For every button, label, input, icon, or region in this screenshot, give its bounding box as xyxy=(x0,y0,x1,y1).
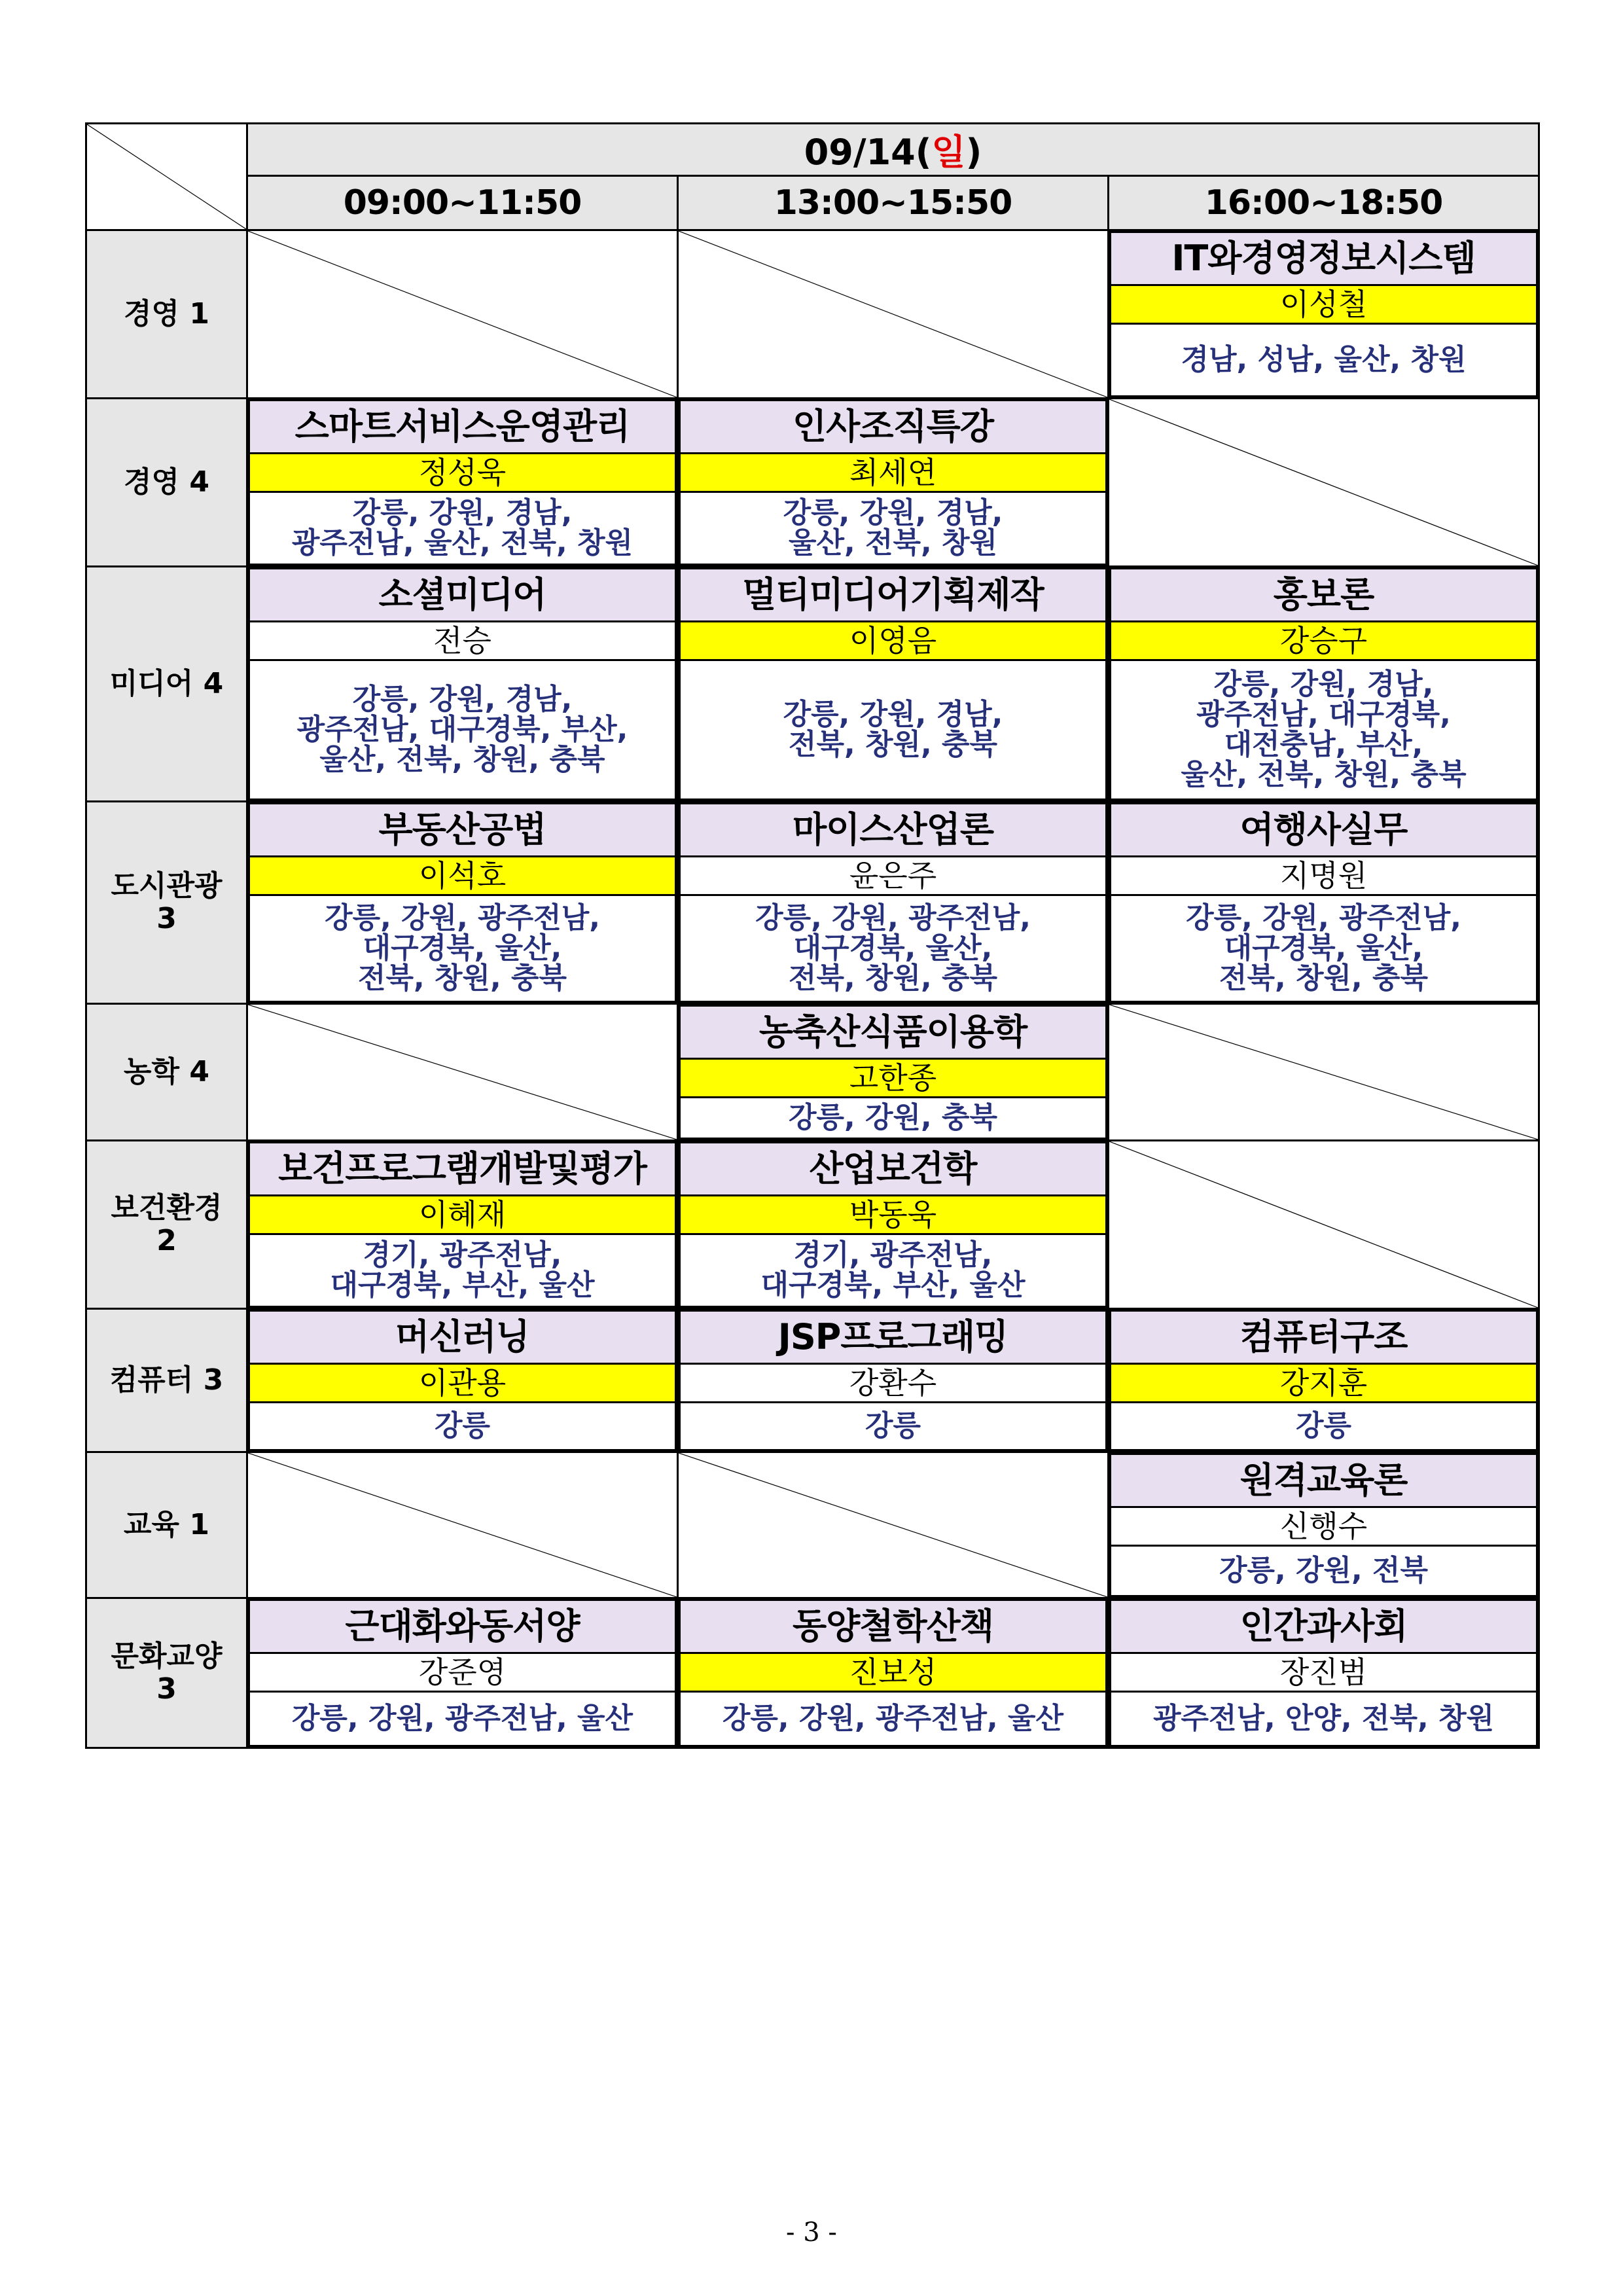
professor-name: 최세연 xyxy=(680,454,1107,492)
time-slot-3: 16:00~18:50 xyxy=(1109,176,1539,230)
course-title: 농축산식품이용학 xyxy=(680,1006,1107,1059)
schedule-row xyxy=(86,399,1539,567)
course-title: 근대화와동서양 xyxy=(249,1600,676,1653)
schedule-row xyxy=(86,1309,1539,1452)
page-number: - 3 - xyxy=(786,2217,837,2248)
course-cell xyxy=(1109,230,1539,399)
schedule-row xyxy=(86,1452,1539,1598)
exam-regions xyxy=(1111,1692,1537,1746)
department-label-line: 농학 4 xyxy=(124,1055,209,1088)
empty-slot-cell xyxy=(1109,399,1539,567)
course-cell xyxy=(1109,1309,1539,1452)
corner-cell xyxy=(86,124,247,230)
course-title: 보건프로그램개발및평가 xyxy=(249,1143,676,1196)
department-label xyxy=(86,230,247,399)
professor-name: 신행수 xyxy=(1111,1507,1537,1546)
exam-schedule-table xyxy=(85,122,1540,1749)
exam-regions xyxy=(680,1234,1107,1307)
course-cell xyxy=(247,1598,678,1748)
region-line: 대구경북, 부산, 울산 xyxy=(760,1268,1026,1302)
department-label-line: 도시관광 xyxy=(111,869,223,903)
course-title: 마이스산업론 xyxy=(680,804,1107,857)
region-line: 강릉, 강원, 경남, xyxy=(783,698,1003,731)
course-cell xyxy=(1109,802,1539,1004)
region-line: 경기, 광주전남, xyxy=(363,1238,562,1272)
course-cell xyxy=(247,1309,678,1452)
exam-regions xyxy=(680,1692,1107,1746)
region-line: 울산, 전북, 창원, 충북 xyxy=(319,743,605,776)
region-line: 전북, 창원, 충북 xyxy=(357,961,567,995)
course-title: 부동산공법 xyxy=(249,804,676,857)
professor-name: 강승구 xyxy=(1111,622,1537,660)
day-of-week: 일 xyxy=(931,132,966,173)
region-line: 강릉 xyxy=(1296,1409,1352,1443)
professor-name: 정성욱 xyxy=(249,454,676,492)
region-line: 경남, 성남, 울산, 창원 xyxy=(1181,343,1467,376)
exam-regions xyxy=(680,895,1107,1002)
course-cell xyxy=(678,399,1109,567)
exam-regions xyxy=(249,660,676,800)
region-line: 강릉, 강원, 광주전남, 울산 xyxy=(291,1702,633,1735)
exam-regions xyxy=(249,895,676,1002)
region-line: 강릉, 강원, 광주전남, xyxy=(325,901,600,935)
department-label xyxy=(86,802,247,1004)
course-cell xyxy=(678,1004,1109,1141)
schedule-row xyxy=(86,230,1539,399)
exam-regions xyxy=(680,1098,1107,1139)
professor-name: 이영음 xyxy=(680,622,1107,660)
department-label-line: 경영 4 xyxy=(124,465,209,499)
course-title: 인사조직특강 xyxy=(680,401,1107,454)
empty-slot-cell xyxy=(678,1452,1109,1598)
region-line: 경기, 광주전남, xyxy=(793,1238,993,1272)
course-cell xyxy=(247,1141,678,1309)
professor-name: 장진범 xyxy=(1111,1653,1537,1692)
region-line: 강릉, 강원, 광주전남, 울산 xyxy=(722,1702,1064,1735)
date-header: 09/14(일) xyxy=(247,124,1539,176)
region-line: 대구경북, 부산, 울산 xyxy=(330,1268,595,1302)
course-title: JSP프로그래밍 xyxy=(680,1311,1107,1364)
region-line: 전북, 창원, 충북 xyxy=(788,728,998,761)
professor-name: 이성철 xyxy=(1111,285,1537,324)
region-line: 대구경북, 울산, xyxy=(363,931,562,965)
region-line: 울산, 전북, 창원 xyxy=(788,526,998,560)
empty-slot-cell xyxy=(247,1004,678,1141)
region-line: 대구경북, 울산, xyxy=(793,931,993,965)
schedule-row xyxy=(86,1004,1539,1141)
course-title: 머신러닝 xyxy=(249,1311,676,1364)
department-label-line: 3 xyxy=(156,1672,177,1706)
course-title: 원격교육론 xyxy=(1111,1454,1537,1507)
department-label xyxy=(86,1141,247,1309)
department-label-line: 미디어 4 xyxy=(109,667,224,700)
professor-name: 강환수 xyxy=(680,1364,1107,1403)
region-line: 강릉 xyxy=(865,1409,921,1443)
region-line: 울산, 전북, 창원, 충북 xyxy=(1181,758,1467,791)
department-label-line: 교육 1 xyxy=(124,1508,209,1541)
schedule-row xyxy=(86,1141,1539,1309)
department-label xyxy=(86,1598,247,1748)
region-line: 강릉, 강원, 경남, xyxy=(352,683,573,716)
exam-regions xyxy=(249,1692,676,1746)
course-cell xyxy=(1109,1598,1539,1748)
empty-slot-cell xyxy=(1109,1004,1539,1141)
exam-regions xyxy=(1111,1546,1537,1596)
professor-name: 이석호 xyxy=(249,857,676,895)
schedule-row xyxy=(86,567,1539,802)
exam-regions xyxy=(249,492,676,565)
region-line: 전북, 창원, 충북 xyxy=(1219,961,1429,995)
professor-name: 이혜재 xyxy=(249,1196,676,1234)
professor-name: 강지훈 xyxy=(1111,1364,1537,1403)
exam-regions xyxy=(680,660,1107,800)
empty-slot-cell xyxy=(247,230,678,399)
course-cell xyxy=(678,1309,1109,1452)
region-line: 광주전남, 대구경북, 부산, xyxy=(296,713,628,746)
region-line: 광주전남, 울산, 전북, 창원 xyxy=(291,526,633,560)
course-title: 인간과사회 xyxy=(1111,1600,1537,1653)
course-cell xyxy=(678,1598,1109,1748)
region-line: 강릉, 강원, 광주전남, xyxy=(1186,901,1461,935)
department-label xyxy=(86,1452,247,1598)
course-cell xyxy=(678,567,1109,802)
exam-regions xyxy=(680,1403,1107,1450)
exam-regions xyxy=(1111,324,1537,397)
empty-slot-cell xyxy=(1109,1141,1539,1309)
exam-regions xyxy=(1111,1403,1537,1450)
course-cell xyxy=(1109,567,1539,802)
professor-name: 지명원 xyxy=(1111,857,1537,895)
empty-slot-cell xyxy=(678,230,1109,399)
region-line: 강릉 xyxy=(434,1409,490,1443)
professor-name: 박동욱 xyxy=(680,1196,1107,1234)
professor-name: 이관용 xyxy=(249,1364,676,1403)
region-line: 강릉, 강원, 전북 xyxy=(1219,1554,1429,1587)
department-label-line: 경영 1 xyxy=(124,297,209,331)
department-label-line: 문화교양 xyxy=(111,1640,223,1673)
time-slot-2: 13:00~15:50 xyxy=(678,176,1109,230)
region-line: 강릉, 강원, 충북 xyxy=(788,1101,998,1134)
department-label xyxy=(86,1004,247,1141)
course-title: 여행사실무 xyxy=(1111,804,1537,857)
department-label xyxy=(86,399,247,567)
course-title: IT와경영정보시스템 xyxy=(1111,232,1537,285)
department-label-line: 보건환경 xyxy=(111,1191,223,1225)
region-line: 전북, 창원, 충북 xyxy=(788,961,998,995)
professor-name: 전승 xyxy=(249,622,676,660)
department-label xyxy=(86,1309,247,1452)
empty-slot-cell xyxy=(247,1452,678,1598)
exam-regions xyxy=(1111,660,1537,800)
course-cell xyxy=(678,802,1109,1004)
schedule-row xyxy=(86,1598,1539,1748)
region-line: 강릉, 강원, 경남, xyxy=(1213,668,1434,701)
course-cell xyxy=(247,802,678,1004)
region-line: 대전충남, 부산, xyxy=(1224,728,1423,761)
department-label-line: 2 xyxy=(156,1224,177,1257)
exam-regions xyxy=(249,1234,676,1307)
exam-regions xyxy=(249,1403,676,1450)
course-title: 멀티미디어기획제작 xyxy=(680,569,1107,622)
course-title: 컴퓨터구조 xyxy=(1111,1311,1537,1364)
professor-name: 진보성 xyxy=(680,1653,1107,1692)
department-label xyxy=(86,567,247,802)
professor-name: 강준영 xyxy=(249,1653,676,1692)
exam-regions xyxy=(680,492,1107,565)
time-slot-1: 09:00~11:50 xyxy=(247,176,678,230)
course-title: 홍보론 xyxy=(1111,569,1537,622)
course-cell xyxy=(678,1141,1109,1309)
region-line: 강릉, 강원, 경남, xyxy=(783,496,1003,529)
region-line: 광주전남, 대구경북, xyxy=(1196,698,1451,731)
region-line: 강릉, 강원, 광주전남, xyxy=(755,901,1031,935)
region-line: 광주전남, 안양, 전북, 창원 xyxy=(1152,1702,1495,1735)
course-cell xyxy=(247,567,678,802)
course-title: 동양철학산책 xyxy=(680,1600,1107,1653)
course-title: 산업보건학 xyxy=(680,1143,1107,1196)
course-cell xyxy=(247,399,678,567)
course-title: 스마트서비스운영관리 xyxy=(249,401,676,454)
department-label-line: 3 xyxy=(156,902,177,935)
region-line: 대구경북, 울산, xyxy=(1224,931,1423,965)
region-line: 강릉, 강원, 경남, xyxy=(352,496,573,529)
exam-regions xyxy=(1111,895,1537,1002)
schedule-row xyxy=(86,802,1539,1004)
professor-name: 윤은주 xyxy=(680,857,1107,895)
department-label-line: 컴퓨터 3 xyxy=(109,1363,224,1397)
professor-name: 고한종 xyxy=(680,1059,1107,1098)
course-cell xyxy=(1109,1452,1539,1598)
course-title: 소셜미디어 xyxy=(249,569,676,622)
